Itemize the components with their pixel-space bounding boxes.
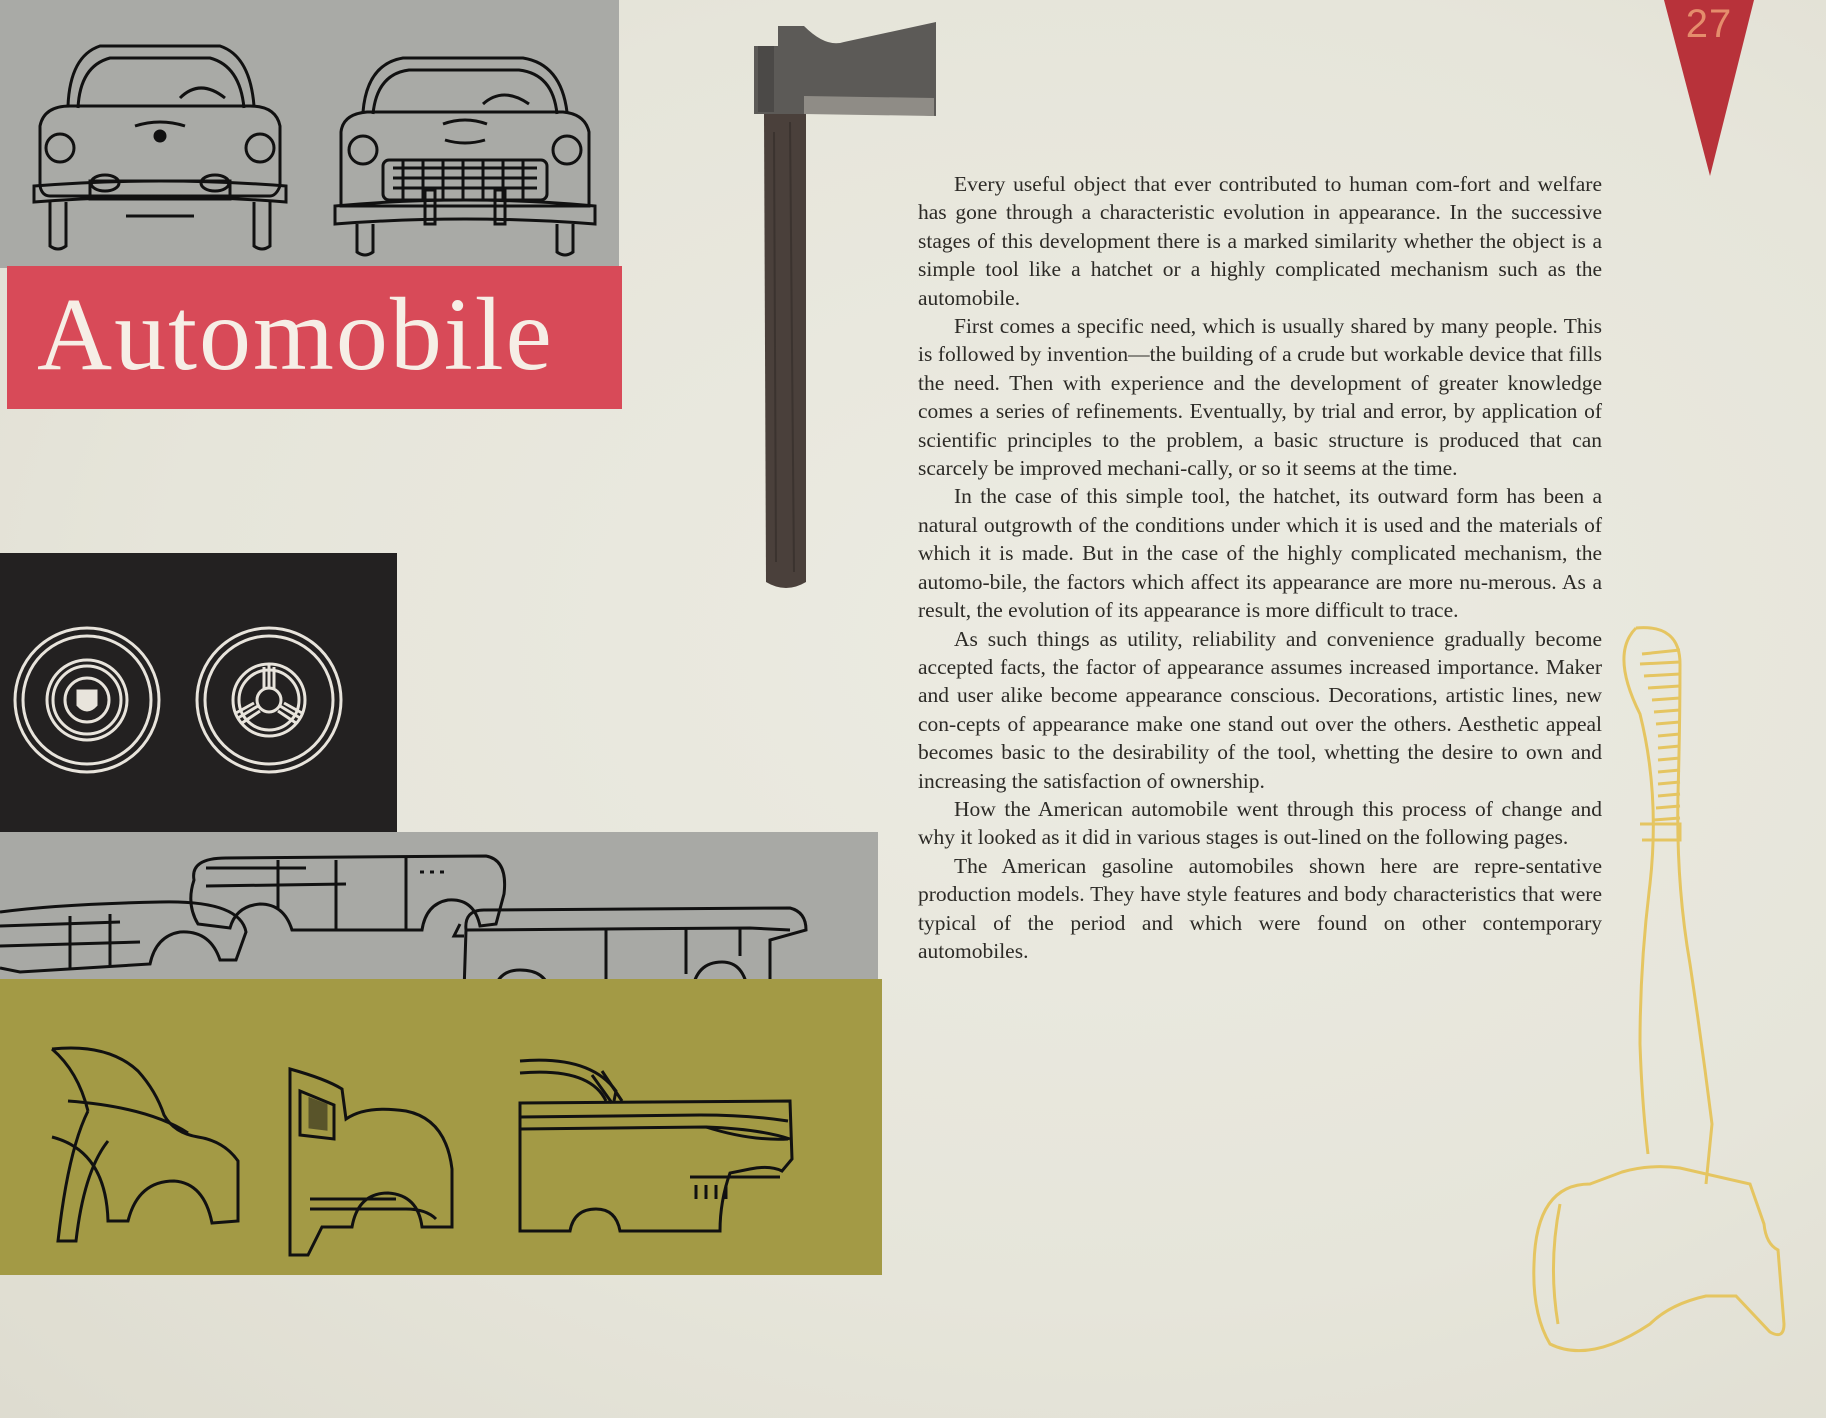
page-number: 27 bbox=[1685, 2, 1733, 46]
paragraph: As such things as utility, reliability and convenience gradually become accepted facts, the factor of appearance assumes increased importance. Maker and user alike become appearance conscious. Decorations, artistic lines, new con-cepts of appearance make one stand out over the others. Aesthetic appeal becomes basic to the desirability of the tool, whetting the desire to own and increasing the satisfaction of ownership. bbox=[918, 626, 1602, 793]
hood-icon bbox=[520, 1055, 800, 1235]
paragraph: The American gasoline automobiles shown here are repre-sentative production models. They have style features and body characteristics that were typical of the period and which were found on other contemporary automobiles. bbox=[918, 853, 1602, 963]
hood-icon bbox=[48, 1041, 242, 1251]
car-front-icon bbox=[333, 56, 597, 256]
hoods-panel bbox=[0, 979, 882, 1275]
hubcap-icon bbox=[194, 625, 344, 775]
paragraph: In the case of this simple tool, the hatchet, its outward form has been a natural outgrowth of the conditions under which it is used and the materials of which it is made. But in the case of the highly complicated mechanism, the automo-bile, the factors which affect its appearance are more nu-merous. As a result, the evolution of its appearance is more difficult to trace. bbox=[918, 484, 1602, 623]
hubcap-icon bbox=[12, 625, 162, 775]
hatchet-icon bbox=[744, 22, 940, 594]
article-body bbox=[918, 170, 1602, 965]
page-title: Automobile bbox=[37, 277, 554, 392]
paragraph: First comes a specific need, which is usually shared by many people. This is followed by invention—the building of a crude but workable device that fills the need. Then with experience and the development of greater knowledge comes a series of refinements. Eventually, by trial and error, by application of scientific principles to the problem, a basic structure is produced that can scarcely be improved mechani-cally, or so it seems at the time. bbox=[918, 314, 1602, 481]
paragraph: Every useful object that ever contributed to human com-fort and welfare has gone through a characteristic evolution in appearance. In the successive stages of this development there is a marked similarity whether the object is a simple tool like a hatchet or a highly complicated mechanism such as the automobile. bbox=[918, 172, 1602, 310]
car-fronts-panel bbox=[0, 0, 619, 268]
hubcaps-panel bbox=[0, 553, 397, 841]
hood-icon bbox=[286, 1059, 456, 1255]
car-front-icon bbox=[30, 36, 290, 256]
fenders-panel bbox=[0, 832, 878, 987]
paragraph: How the American automobile went through this process of change and why it looked as it did in various stages is out-lined on the following pages. bbox=[918, 796, 1602, 850]
title-band bbox=[7, 266, 622, 409]
